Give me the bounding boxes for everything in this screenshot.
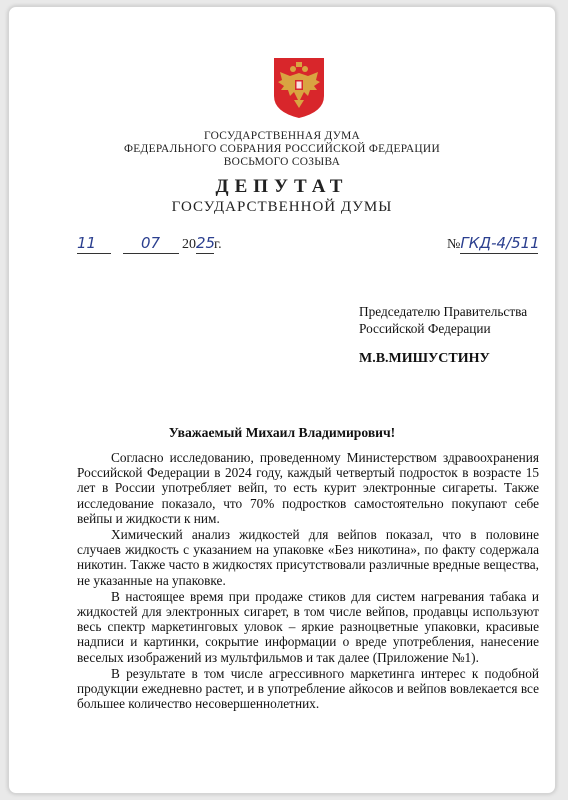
date-year-suffix: г.	[214, 237, 222, 252]
date-year-prefix: 20	[182, 237, 196, 252]
russian-coat-of-arms-icon	[272, 56, 326, 120]
document-subtitle: ГОСУДАРСТВЕННОЙ ДУМЫ	[171, 199, 393, 215]
date-month-field	[123, 234, 179, 254]
header-line-3: ВОСЬМОГО СОЗЫВА	[223, 156, 341, 168]
header-line-2: ФЕДЕРАЛЬНОГО СОБРАНИЯ РОССИЙСКОЙ ФЕДЕРАЦИИ	[123, 143, 440, 155]
number-field	[460, 234, 538, 254]
date-month: 07	[140, 234, 161, 252]
addressee-block	[359, 303, 527, 337]
paragraph: В результате в том числе агрессивного маркетинга интерес к подобной продукции ежедневно растет, и в употребление айкосов и вейпов вовлекается все большее количество несовершеннолетних.	[77, 665, 539, 712]
addressee-name: М.В.МИШУСТИНУ	[359, 351, 490, 366]
document-page	[8, 6, 556, 794]
paragraph: Химический анализ жидкостей для вейпов показал, что в половине случаев жидкость с указанием на упаковке «Без никотина», по факту содержала никотин. Также часто в жидкостях присутствовали различные вредные вещества, не указанные на упаковке.	[77, 527, 539, 588]
date-day-field	[77, 234, 111, 254]
date-year-field	[196, 234, 214, 254]
paragraph: В настоящее время при продаже стиков для систем нагревания табака и жидкостей для электронных сигарет, в том числе вейпов, продавцы используют весь спектр маркетинговых уловок – яркие разноцветные упаковки, красивые надписи и картинки, сокрытие информации о вреде употребления, нанесение веселых изображений из мультфильмов и так далее (Приложение №1).	[77, 588, 539, 665]
header-line-1: ГОСУДАРСТВЕННАЯ ДУМА	[203, 130, 361, 142]
salutation: Уважаемый Михаил Владимирович!	[168, 425, 396, 440]
date-day: 11	[77, 234, 97, 252]
letter-body	[77, 450, 539, 711]
document-number	[447, 234, 538, 254]
number-prefix: №	[447, 237, 461, 252]
date-year: 25	[196, 234, 216, 252]
document-date	[77, 234, 222, 254]
paragraph: Согласно исследованию, проведенному Министерством здравоохранения Российской Федерации в 2024 году, каждый четвертый подросток в возрасте 15 лет в России употребляет вейп, то есть курит электронные сигареты. Также исследование показало, что 70% подростков самостоятельно покупают себе вейпы и жидкости к ним.	[77, 450, 539, 526]
number-value: ГКД-4/511	[460, 234, 540, 252]
document-title: ДЕПУТАТ	[215, 176, 349, 197]
addressee-line-2: Российской Федерации	[359, 321, 491, 336]
institution-header	[9, 130, 555, 169]
addressee-line-1: Председателю Правительства	[359, 304, 528, 319]
